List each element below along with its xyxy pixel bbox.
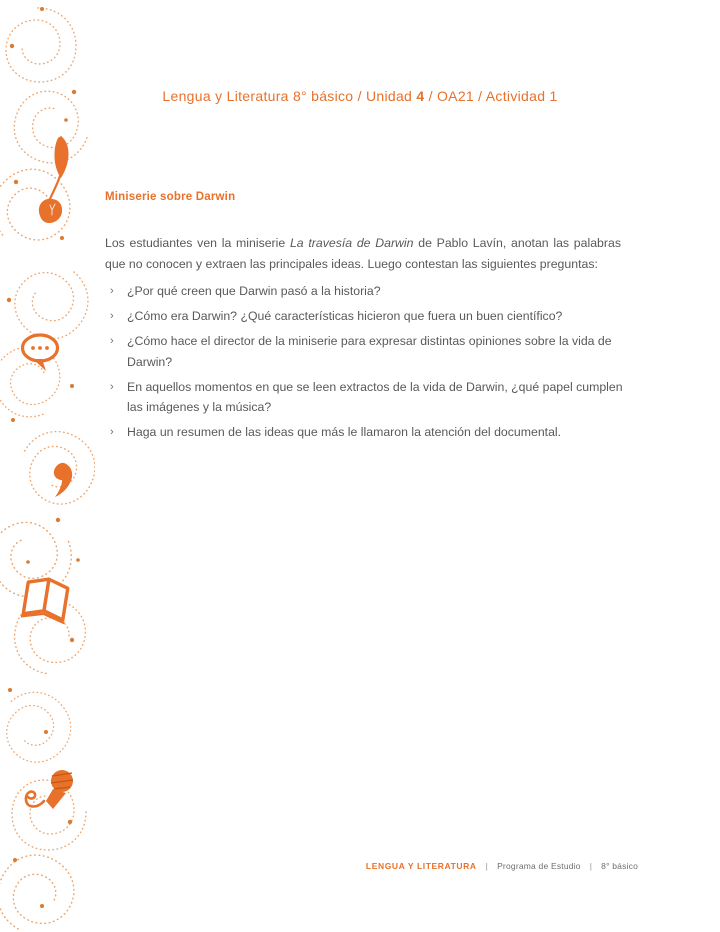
list-item (105, 281, 625, 302)
question-text: ¿Por qué creen que Darwin pasó a la historia? (127, 284, 381, 298)
list-item (105, 306, 625, 327)
intro-paragraph (105, 233, 621, 275)
ink-blob-icon (39, 199, 62, 223)
list-bullet-icon: › (110, 335, 114, 347)
page-title-suffix: / OA21 / Actividad 1 (424, 88, 558, 104)
question-text: ¿Cómo hace el director de la miniserie para expresar distintas opiniones sobre la vida de Darwin? (127, 334, 612, 369)
swirl-dots (7, 7, 80, 908)
quill-icon (50, 136, 69, 199)
footer-separator: | (485, 861, 489, 871)
footer-separator: | (589, 861, 593, 871)
list-bullet-icon: › (110, 380, 114, 393)
miniseries-title: La travesía de Darwin (289, 236, 414, 251)
question-text: Haga un resumen de las ideas que más le llamaron la atención del documental. (127, 425, 562, 439)
list-item (105, 331, 625, 372)
footer-program: Programa de Estudio (497, 861, 581, 871)
microphone-icon (26, 770, 73, 809)
question-list (105, 281, 625, 447)
comma-icon (54, 463, 72, 497)
footer-grade: 8° básico (601, 861, 638, 871)
speech-bubble-icon (23, 335, 58, 371)
list-bullet-icon: › (110, 310, 114, 322)
list-item (105, 422, 625, 443)
open-book-icon (21, 576, 71, 623)
paragraph-text-start: Los estudiantes ven la miniserie (105, 236, 290, 251)
list-item (105, 377, 625, 418)
question-text: En aquellos momentos en que se leen extractos de la vida de Darwin, ¿qué papel cumplen las imágenes y la música? (127, 379, 623, 414)
page-footer (366, 861, 638, 871)
page-title (0, 88, 720, 104)
footer-brand: LENGUA Y LITERATURA (365, 861, 477, 871)
page-title-prefix: Lengua y Literatura 8° básico / Unidad (162, 88, 417, 104)
list-bullet-icon: › (110, 285, 114, 297)
paragraph-text-end: de Pablo Lavín, anotan las palabras que no conocen y extraen las principales ideas. Luego contestan las siguientes preguntas: (105, 236, 621, 272)
ornament-band (0, 0, 95, 932)
page-title-unit-number: 4 (416, 88, 425, 104)
activity-subtitle: Miniserie sobre Darwin (105, 191, 236, 203)
list-bullet-icon: › (110, 426, 114, 438)
question-text: ¿Cómo era Darwin? ¿Qué características hicieron que fuera un buen científico? (127, 309, 563, 323)
swirl-ornament (0, 8, 95, 932)
